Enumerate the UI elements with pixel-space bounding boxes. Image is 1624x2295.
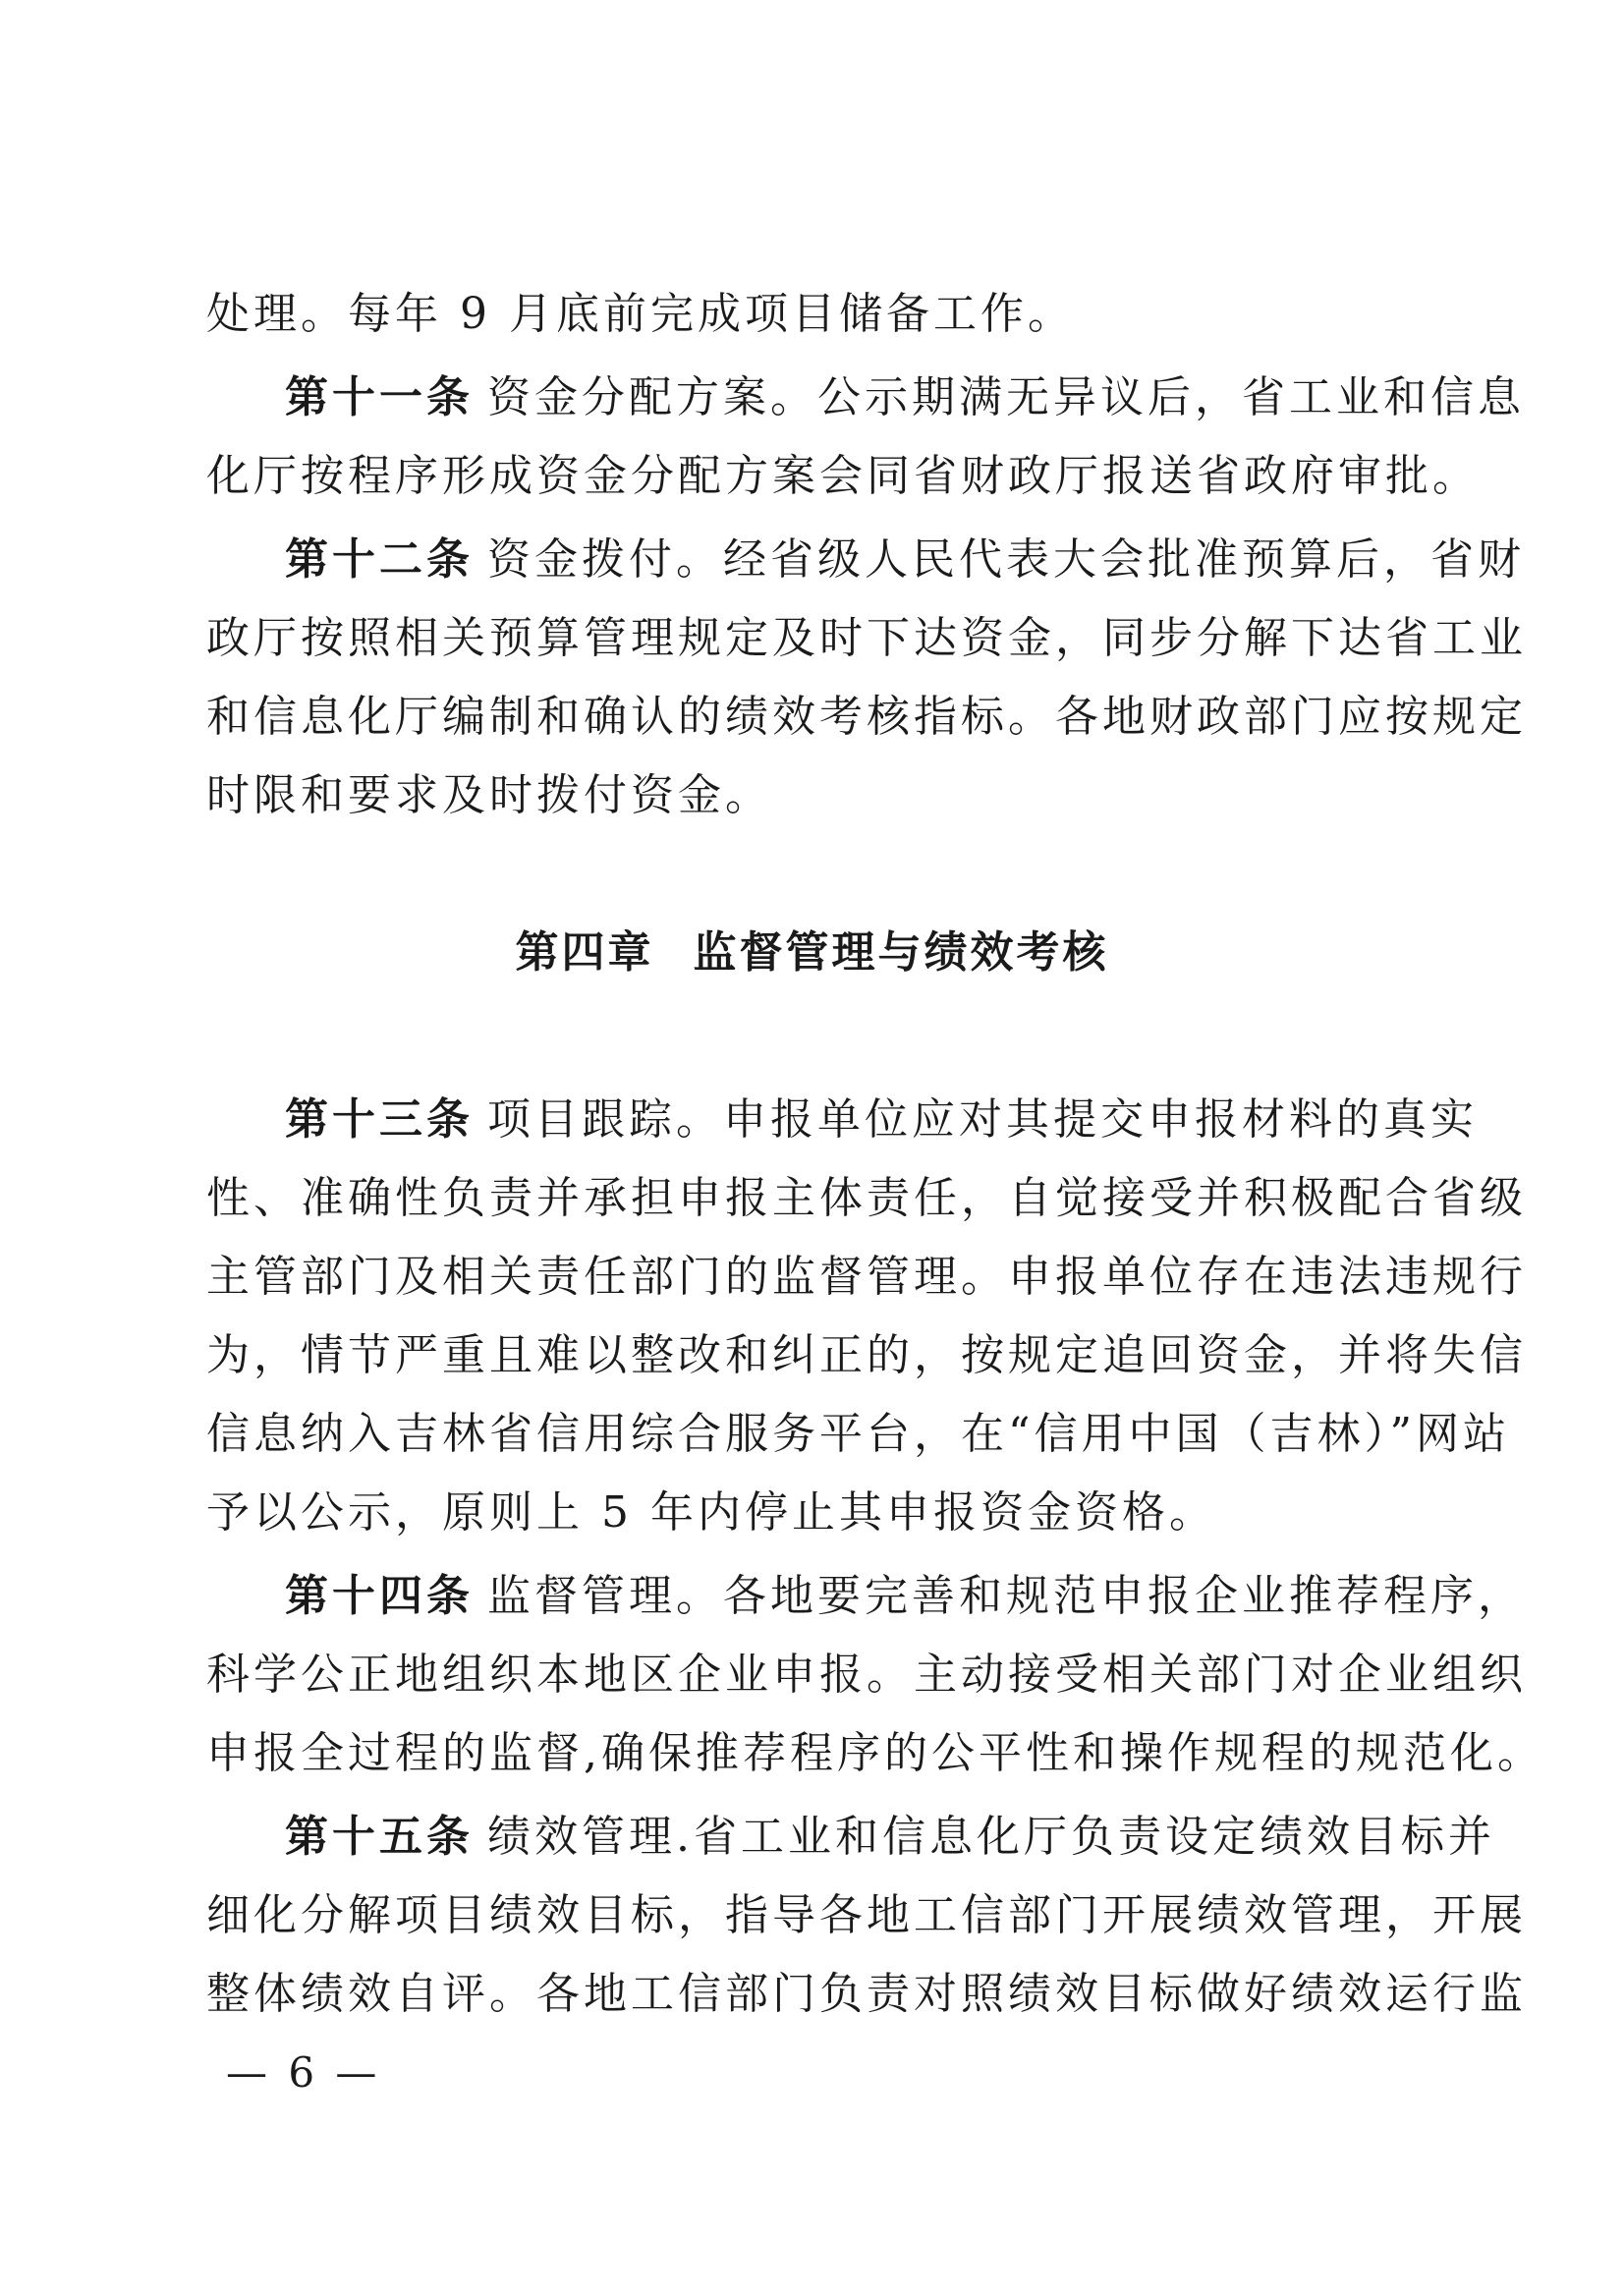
article-12 xyxy=(206,521,1527,835)
article-label: 第十四条 xyxy=(285,1571,474,1621)
text-line: 申报全过程的监督,确保推荐程序的公平性和操作规程的规范化。 xyxy=(206,1728,1544,1778)
paragraph-continuation xyxy=(206,275,1405,354)
text-line: 主管部门及相关责任部门的监督管理。申报单位存在违法违规行 xyxy=(206,1252,1527,1302)
chapter-heading xyxy=(0,924,1624,982)
chapter-title: 监督管理与绩效考核 xyxy=(693,927,1109,978)
article-label: 第十三条 xyxy=(285,1094,474,1145)
article-15 xyxy=(206,1798,1527,2034)
article-text: 监督管理。各地要完善和规范申报企业推荐程序， xyxy=(487,1571,1525,1621)
text-line: 处理。每年 9 月底前完成项目储备工作。 xyxy=(206,289,1075,339)
article-first-line xyxy=(206,521,1525,599)
text-line: 信息纳入吉林省信用综合服务平台，在“信用中国（吉林）”网站 xyxy=(206,1409,1510,1459)
text-line: 性、准确性负责并承担申报主体责任，自觉接受并积极配合省级 xyxy=(206,1173,1527,1223)
article-label: 第十二条 xyxy=(285,534,474,585)
text-line: 时限和要求及时拨付资金。 xyxy=(206,770,772,820)
text-line: 为，情节严重且难以整改和纠正的，按规定追回资金，并将失信 xyxy=(206,1330,1527,1380)
article-14 xyxy=(206,1557,1544,1793)
article-11 xyxy=(206,359,1525,516)
text-line: 整体绩效自评。各地工信部门负责对照绩效目标做好绩效运行监 xyxy=(206,1969,1527,2019)
article-first-line xyxy=(206,1081,1478,1159)
article-text: 项目跟踪。申报单位应对其提交申报材料的真实 xyxy=(487,1094,1478,1145)
article-label: 第十五条 xyxy=(285,1812,474,1862)
article-first-line xyxy=(206,1798,1495,1876)
article-text: 资金分配方案。公示期满无异议后，省工业和信息 xyxy=(487,372,1525,422)
text-line: 化厅按程序形成资金分配方案会同省财政厅报送省政府审批。 xyxy=(206,451,1480,501)
chapter-number: 第四章 xyxy=(515,927,654,978)
text-line: 科学公正地组织本地区企业申报。主动接受相关部门对企业组织 xyxy=(206,1650,1527,1700)
article-first-line xyxy=(206,359,1525,437)
text-line: 予以公示，原则上 5 年内停止其申报资金资格。 xyxy=(206,1487,1216,1538)
article-13 xyxy=(206,1081,1527,1552)
article-first-line xyxy=(206,1557,1525,1636)
article-text: 绩效管理.省工业和信息化厅负责设定绩效目标并 xyxy=(487,1812,1495,1862)
article-label: 第十一条 xyxy=(285,372,474,422)
text-line: 和信息化厅编制和确认的绩效考核指标。各地财政部门应按规定 xyxy=(206,692,1527,742)
text-line: 政厅按照相关预算管理规定及时下达资金，同步分解下达省工业 xyxy=(206,613,1527,663)
page-number: — 6 — xyxy=(226,2048,381,2097)
text-line: 细化分解项目绩效目标，指导各地工信部门开展绩效管理，开展 xyxy=(206,1890,1527,1940)
article-text: 资金拨付。经省级人民代表大会批准预算后，省财 xyxy=(487,534,1525,585)
